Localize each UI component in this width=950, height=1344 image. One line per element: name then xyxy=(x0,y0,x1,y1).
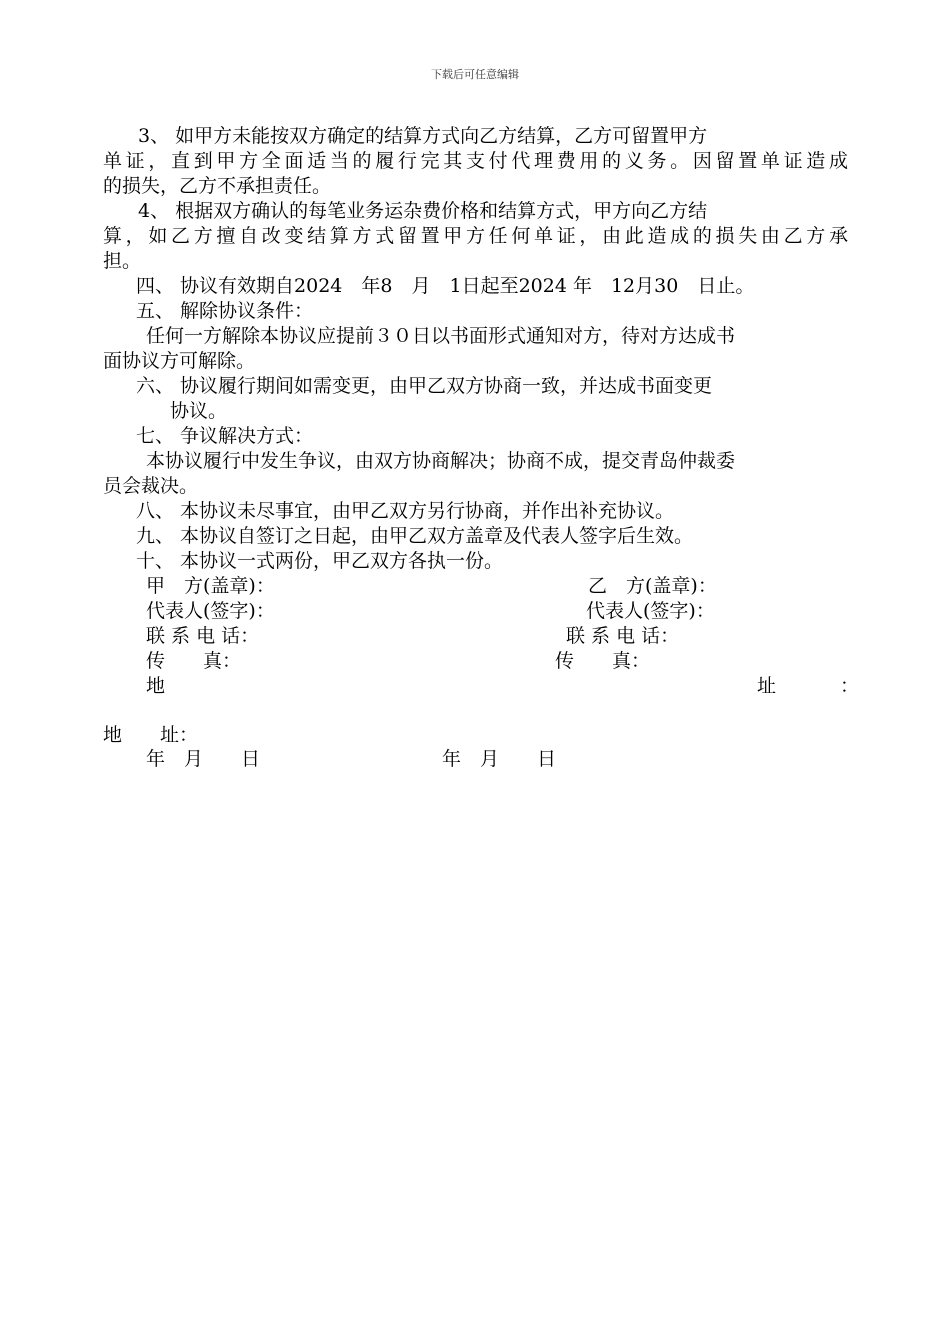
party-b-representative: 代表人(签字)： xyxy=(586,600,715,622)
party-a-phone: 联 系 电 话： xyxy=(146,625,260,647)
section-8: 八、 本协议未尽事宜，由甲乙双方另行协商，并作出补充协议。 xyxy=(136,500,675,522)
party-a-fax: 传 真： xyxy=(146,650,242,672)
page-header: 下载后可任意编辑 xyxy=(431,68,519,81)
clause-3-line-2: 单证，直到甲方全面适当的履行完其支付代理费用的义务。因留置单证造成 xyxy=(103,150,848,172)
party-b-address: 地 址： xyxy=(103,724,199,746)
section-4-validity: 四、 协议有效期自2024 年8 月 1日起至2024 年 12月30 日止。 xyxy=(136,275,755,297)
party-b-seal: 乙 方(盖章)： xyxy=(588,575,717,597)
party-a-address-label-mid: 址 xyxy=(757,675,777,697)
section-5-title: 五、 解除协议条件： xyxy=(136,300,314,322)
section-5-line-2: 面协议方可解除。 xyxy=(103,350,256,372)
section-7-line-2: 员会裁决。 xyxy=(103,475,199,497)
party-b-date: 年 月 日 xyxy=(442,748,557,770)
clause-4-line-1: 4、 根据双方确认的每笔业务运杂费价格和结算方式，甲方向乙方结 xyxy=(138,200,708,222)
party-b-phone: 联 系 电 话： xyxy=(566,625,680,647)
section-6-line-2: 协议。 xyxy=(170,400,228,422)
clause-3-line-1: 3、 如甲方未能按双方确定的结算方式向乙方结算，乙方可留置甲方 xyxy=(138,125,708,147)
section-7-line-1: 本协议履行中发生争议，由双方协商解决；协商不成，提交青岛仲裁委 xyxy=(146,450,736,472)
party-a-address-label-start: 地 xyxy=(146,675,166,697)
party-a-seal: 甲 方(盖章)： xyxy=(146,575,275,597)
section-6-line-1: 六、 协议履行期间如需变更，由甲乙双方协商一致，并达成书面变更 xyxy=(136,375,713,397)
party-a-representative: 代表人(签字)： xyxy=(146,600,275,622)
section-5-line-1: 任何一方解除本协议应提前３０日以书面形式通知对方，待对方达成书 xyxy=(146,325,736,347)
clause-3-line-3: 的损失，乙方不承担责任。 xyxy=(103,175,332,197)
clause-4-line-3: 担。 xyxy=(103,250,142,272)
section-10: 十、 本协议一式两份，甲乙双方各执一份。 xyxy=(136,550,504,572)
section-7-title: 七、 争议解决方式： xyxy=(136,425,314,447)
clause-4-line-2: 算，如乙方擅自改变结算方式留置甲方任何单证，由此造成的损失由乙方承 xyxy=(103,225,848,247)
party-a-date: 年 月 日 xyxy=(146,748,261,770)
section-9: 九、 本协议自签订之日起，由甲乙双方盖章及代表人签字后生效。 xyxy=(136,525,694,547)
party-a-address-label-colon: ： xyxy=(840,675,860,697)
party-b-fax: 传 真： xyxy=(555,650,651,672)
